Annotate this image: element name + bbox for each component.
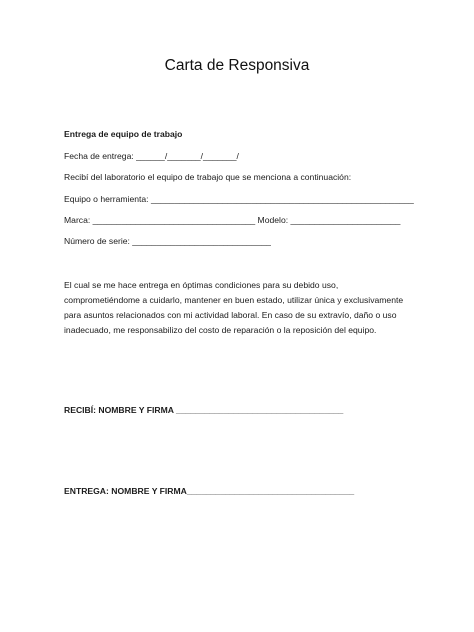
paragraph-line: para asuntos relacionados con mi actividad laboral. En caso de su extravío, daño o uso bbox=[64, 310, 397, 320]
numero-serie-field: Número de serie: _____________________________ bbox=[64, 236, 271, 246]
fecha-entrega-field: Fecha de entrega: ______/_______/_______/ bbox=[64, 151, 239, 161]
paragraph-line: inadecuado, me responsabilizo del costo de reparación o la reposición del equipo. bbox=[64, 325, 377, 335]
recibi-signature-line: RECIBÍ: NOMBRE Y FIRMA ___________________________________ bbox=[64, 405, 344, 415]
paragraph-line: El cual se me hace entrega en óptimas condiciones para su debido uso, bbox=[64, 280, 339, 290]
page-title: Carta de Responsiva bbox=[164, 57, 310, 74]
paragraph-line: comprometiéndome a cuidarlo, mantener en buen estado, utilizar única y exclusivamente bbox=[64, 295, 404, 305]
equipo-herramienta-field: Equipo o herramienta: _______________________________________________________ bbox=[64, 194, 414, 204]
entrega-signature-line: ENTREGA: NOMBRE Y FIRMA___________________________________ bbox=[64, 486, 355, 496]
responsibility-paragraph bbox=[64, 278, 414, 338]
recibi-laboratorio-text: Recibí del laboratorio el equipo de trabajo que se menciona a continuación: bbox=[64, 172, 352, 182]
section-heading: Entrega de equipo de trabajo bbox=[64, 129, 183, 139]
marca-modelo-field: Marca: __________________________________ Modelo: _______________________ bbox=[64, 215, 401, 225]
